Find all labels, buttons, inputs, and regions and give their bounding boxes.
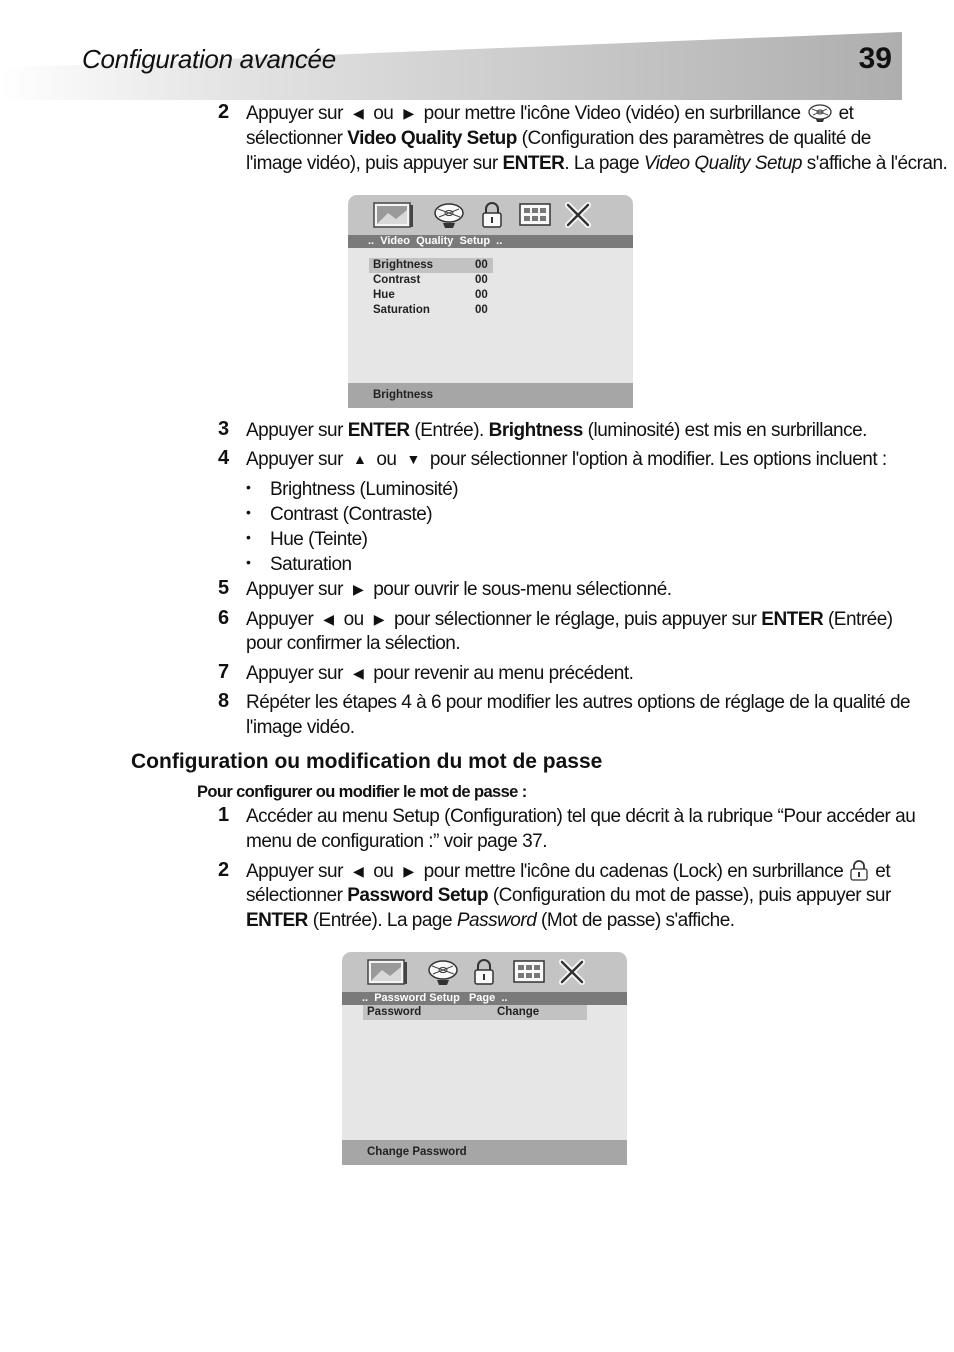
osd-row-saturation[interactable]: Saturation 00 (373, 304, 488, 316)
step-line: sélectionner Password Setup (Configuration du mot de passe), puis appuyer sur (246, 885, 891, 906)
video-quality-osd (348, 195, 633, 408)
lock-icon (480, 201, 504, 229)
bullet-item: Saturation (270, 554, 352, 575)
osd-row-hue[interactable]: Hue 00 (373, 289, 488, 301)
right-triangle-icon: ▶ (373, 611, 384, 627)
close-icon (564, 201, 592, 229)
step-line: Répéter les étapes 4 à 6 pour modifier les autres options de réglage de la qualité de (246, 692, 911, 713)
step-line: sélectionner Video Quality Setup (Configuration des paramètres de qualité de (246, 128, 871, 149)
password-setup-osd (342, 952, 627, 1165)
step-line: Appuyer sur ENTER (Entrée). Brightness (luminosité) est mis en surbrillance. (246, 420, 867, 441)
right-triangle-icon: ▶ (403, 863, 414, 879)
lock-icon (472, 958, 496, 986)
step-number: 5 (218, 577, 230, 599)
osd-footer: Change Password (342, 1140, 627, 1165)
bullet-item: Contrast (Contraste) (270, 504, 433, 525)
step-line: menu de configuration :” voir page 37. (246, 831, 548, 852)
step-number: 3 (218, 418, 230, 440)
bullet-item: Hue (Teinte) (270, 529, 368, 550)
close-icon (558, 958, 586, 986)
step-number: 6 (218, 607, 230, 629)
section-subtitle: Pour configurer ou modifier le mot de passe : (197, 783, 527, 801)
step-line: Accéder au menu Setup (Configuration) tel que décrit à la rubrique “Pour accéder au (246, 806, 916, 827)
step-line: Appuyer ◀ ou ▶ pour sélectionner le réglage, puis appuyer sur ENTER (Entrée) (246, 609, 893, 630)
left-triangle-icon: ◀ (352, 105, 364, 121)
bullet-dot: • (246, 504, 251, 520)
step-line: Appuyer sur ▲ ou ▼ pour sélectionner l'option à modifier. Les options incluent : (246, 449, 887, 470)
step-number: 8 (218, 690, 230, 712)
step-number: 2 (218, 101, 230, 123)
osd-row-password[interactable]: Password Change (363, 1005, 587, 1020)
header-title: Configuration avancée (82, 44, 336, 74)
osd-title: .. Video Quality Setup .. (348, 235, 633, 248)
step-number: 1 (218, 804, 230, 826)
left-triangle-icon: ◀ (352, 863, 364, 879)
step-line: Appuyer sur ◀ ou ▶ pour mettre l'icône Video (vidéo) en surbrillance et (246, 101, 853, 130)
page-number: 39 (858, 42, 892, 75)
left-triangle-icon: ◀ (323, 611, 334, 627)
osd-row-contrast[interactable]: Contrast 00 (373, 274, 488, 286)
down-triangle-icon: ▼ (406, 451, 420, 467)
step-line: Appuyer sur ◀ pour revenir au menu précédent. (246, 663, 634, 684)
tv-icon (366, 958, 408, 986)
bullet-dot: • (246, 554, 251, 570)
step-number: 4 (218, 447, 230, 469)
bullet-dot: • (246, 479, 251, 495)
up-triangle-icon: ▲ (352, 451, 367, 467)
osd-footer: Brightness (348, 383, 633, 408)
disc-icon (432, 201, 466, 229)
right-triangle-icon: ▶ (352, 581, 364, 597)
grid-icon (518, 201, 552, 229)
step-line: Appuyer sur ◀ ou ▶ pour mettre l'icône du cadenas (Lock) en surbrillance et (246, 859, 890, 888)
osd-title: .. Password Setup Page .. (342, 992, 627, 1005)
step-line: l'image vidéo), puis appuyer sur ENTER. La page Video Quality Setup s'affiche à l'écran. (246, 153, 948, 174)
step-line: pour confirmer la sélection. (246, 633, 461, 654)
tv-icon (372, 201, 414, 229)
left-triangle-icon: ◀ (352, 665, 364, 681)
bullet-dot: • (246, 529, 251, 545)
step-number: 7 (218, 661, 230, 683)
grid-icon (512, 958, 546, 986)
step-line: Appuyer sur ▶ pour ouvrir le sous-menu sélectionné. (246, 579, 672, 600)
bullet-item: Brightness (Luminosité) (270, 479, 459, 500)
osd-row-brightness[interactable]: Brightness 00 (369, 258, 493, 273)
disc-icon (426, 958, 460, 986)
right-triangle-icon: ▶ (403, 105, 414, 121)
step-number: 2 (218, 859, 230, 881)
step-line: ENTER (Entrée). La page Password (Mot de passe) s'affiche. (246, 910, 735, 931)
step-line: l'image vidéo. (246, 717, 355, 738)
section-title: Configuration ou modification du mot de passe (131, 750, 603, 773)
